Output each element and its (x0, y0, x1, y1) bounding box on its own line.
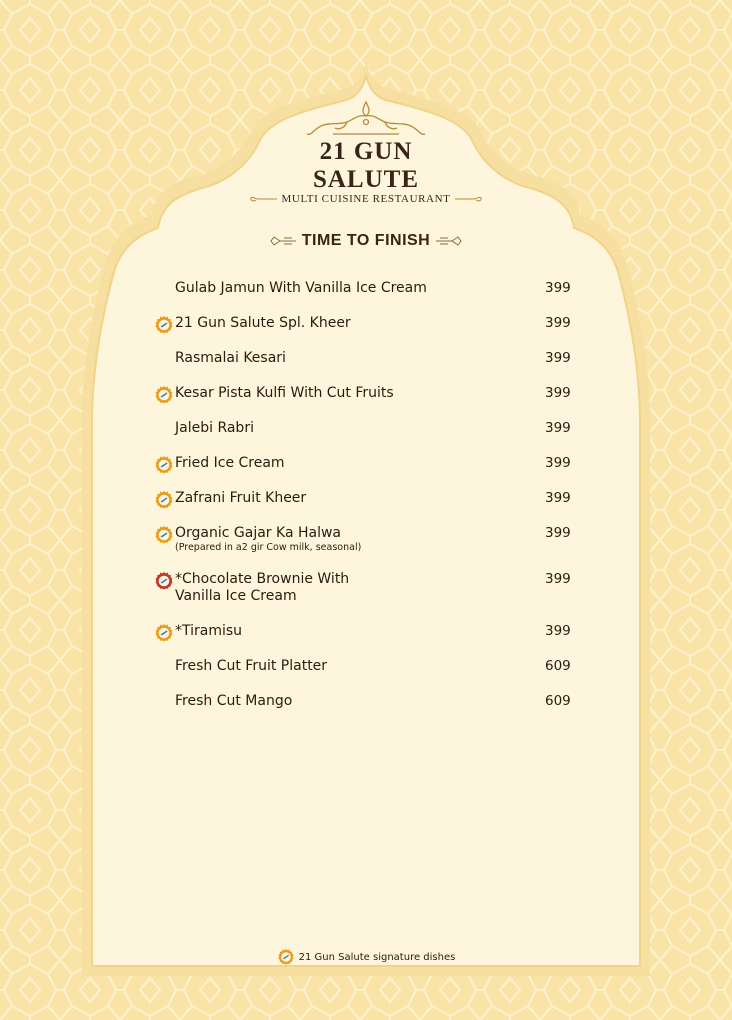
menu-item-price: 399 (545, 490, 571, 506)
menu-item-name: Organic Gajar Ka Halwa (175, 525, 341, 541)
menu-item-name: 21 Gun Salute Spl. Kheer (175, 315, 351, 331)
menu-item-name: *Chocolate Brownie With (175, 571, 350, 587)
tagline-row (0, 193, 732, 205)
menu-item-price: 399 (545, 280, 571, 296)
menu-item-price: 399 (545, 455, 571, 471)
menu-item-name: Fried Ice Cream (175, 455, 285, 471)
menu-item-name-line2: Vanilla Ice Cream (175, 588, 297, 604)
signature-legend (0, 948, 732, 966)
flourish-right-icon (454, 194, 482, 204)
section-title: TIME TO FINISH (301, 232, 431, 249)
signature-dish-icon (154, 385, 174, 405)
menu-item-name: Fresh Cut Mango (175, 693, 293, 709)
signature-dish-icon (277, 948, 295, 966)
menu-item-price: 399 (545, 315, 571, 331)
section-header (0, 232, 732, 250)
menu-item-name: Fresh Cut Fruit Platter (175, 658, 328, 674)
signature-dish-icon (154, 315, 174, 335)
menu-item-name: Jalebi Rabri (175, 420, 254, 436)
menu-item-name: Gulab Jamun With Vanilla Ice Cream (175, 280, 427, 296)
menu-item-price: 399 (545, 350, 571, 366)
menu-item-name: Rasmalai Kesari (175, 350, 286, 366)
menu-item-price: 399 (545, 385, 571, 401)
restaurant-name-line1: 21 GUN (319, 138, 413, 165)
section-ornament-left-icon (270, 235, 296, 247)
menu-item-name: Zafrani Fruit Kheer (175, 490, 307, 506)
signature-dish-icon (154, 571, 174, 591)
menu-item-name: Kesar Pista Kulfi With Cut Fruits (175, 385, 394, 401)
legend-text: 21 Gun Salute signature dishes (298, 951, 456, 963)
menu-item-price: 399 (545, 525, 571, 541)
crest-ornament-icon (303, 100, 429, 140)
menu-item-price: 609 (545, 658, 571, 674)
restaurant-tagline: MULTI CUISINE RESTAURANT (281, 193, 451, 205)
menu-item-price: 609 (545, 693, 571, 709)
menu-item-note: (Prepared in a2 gir Cow milk, seasonal) (175, 542, 362, 553)
menu-item-name: *Tiramisu (175, 623, 243, 639)
signature-dish-icon (154, 490, 174, 510)
flourish-left-icon (250, 194, 278, 204)
restaurant-name-line2: SALUTE (312, 166, 420, 193)
menu-item-price: 399 (545, 623, 571, 639)
section-ornament-right-icon (436, 235, 462, 247)
menu-item-price: 399 (545, 571, 571, 587)
menu-item-price: 399 (545, 420, 571, 436)
signature-dish-icon (154, 455, 174, 475)
signature-dish-icon (154, 623, 174, 643)
signature-dish-icon (154, 525, 174, 545)
